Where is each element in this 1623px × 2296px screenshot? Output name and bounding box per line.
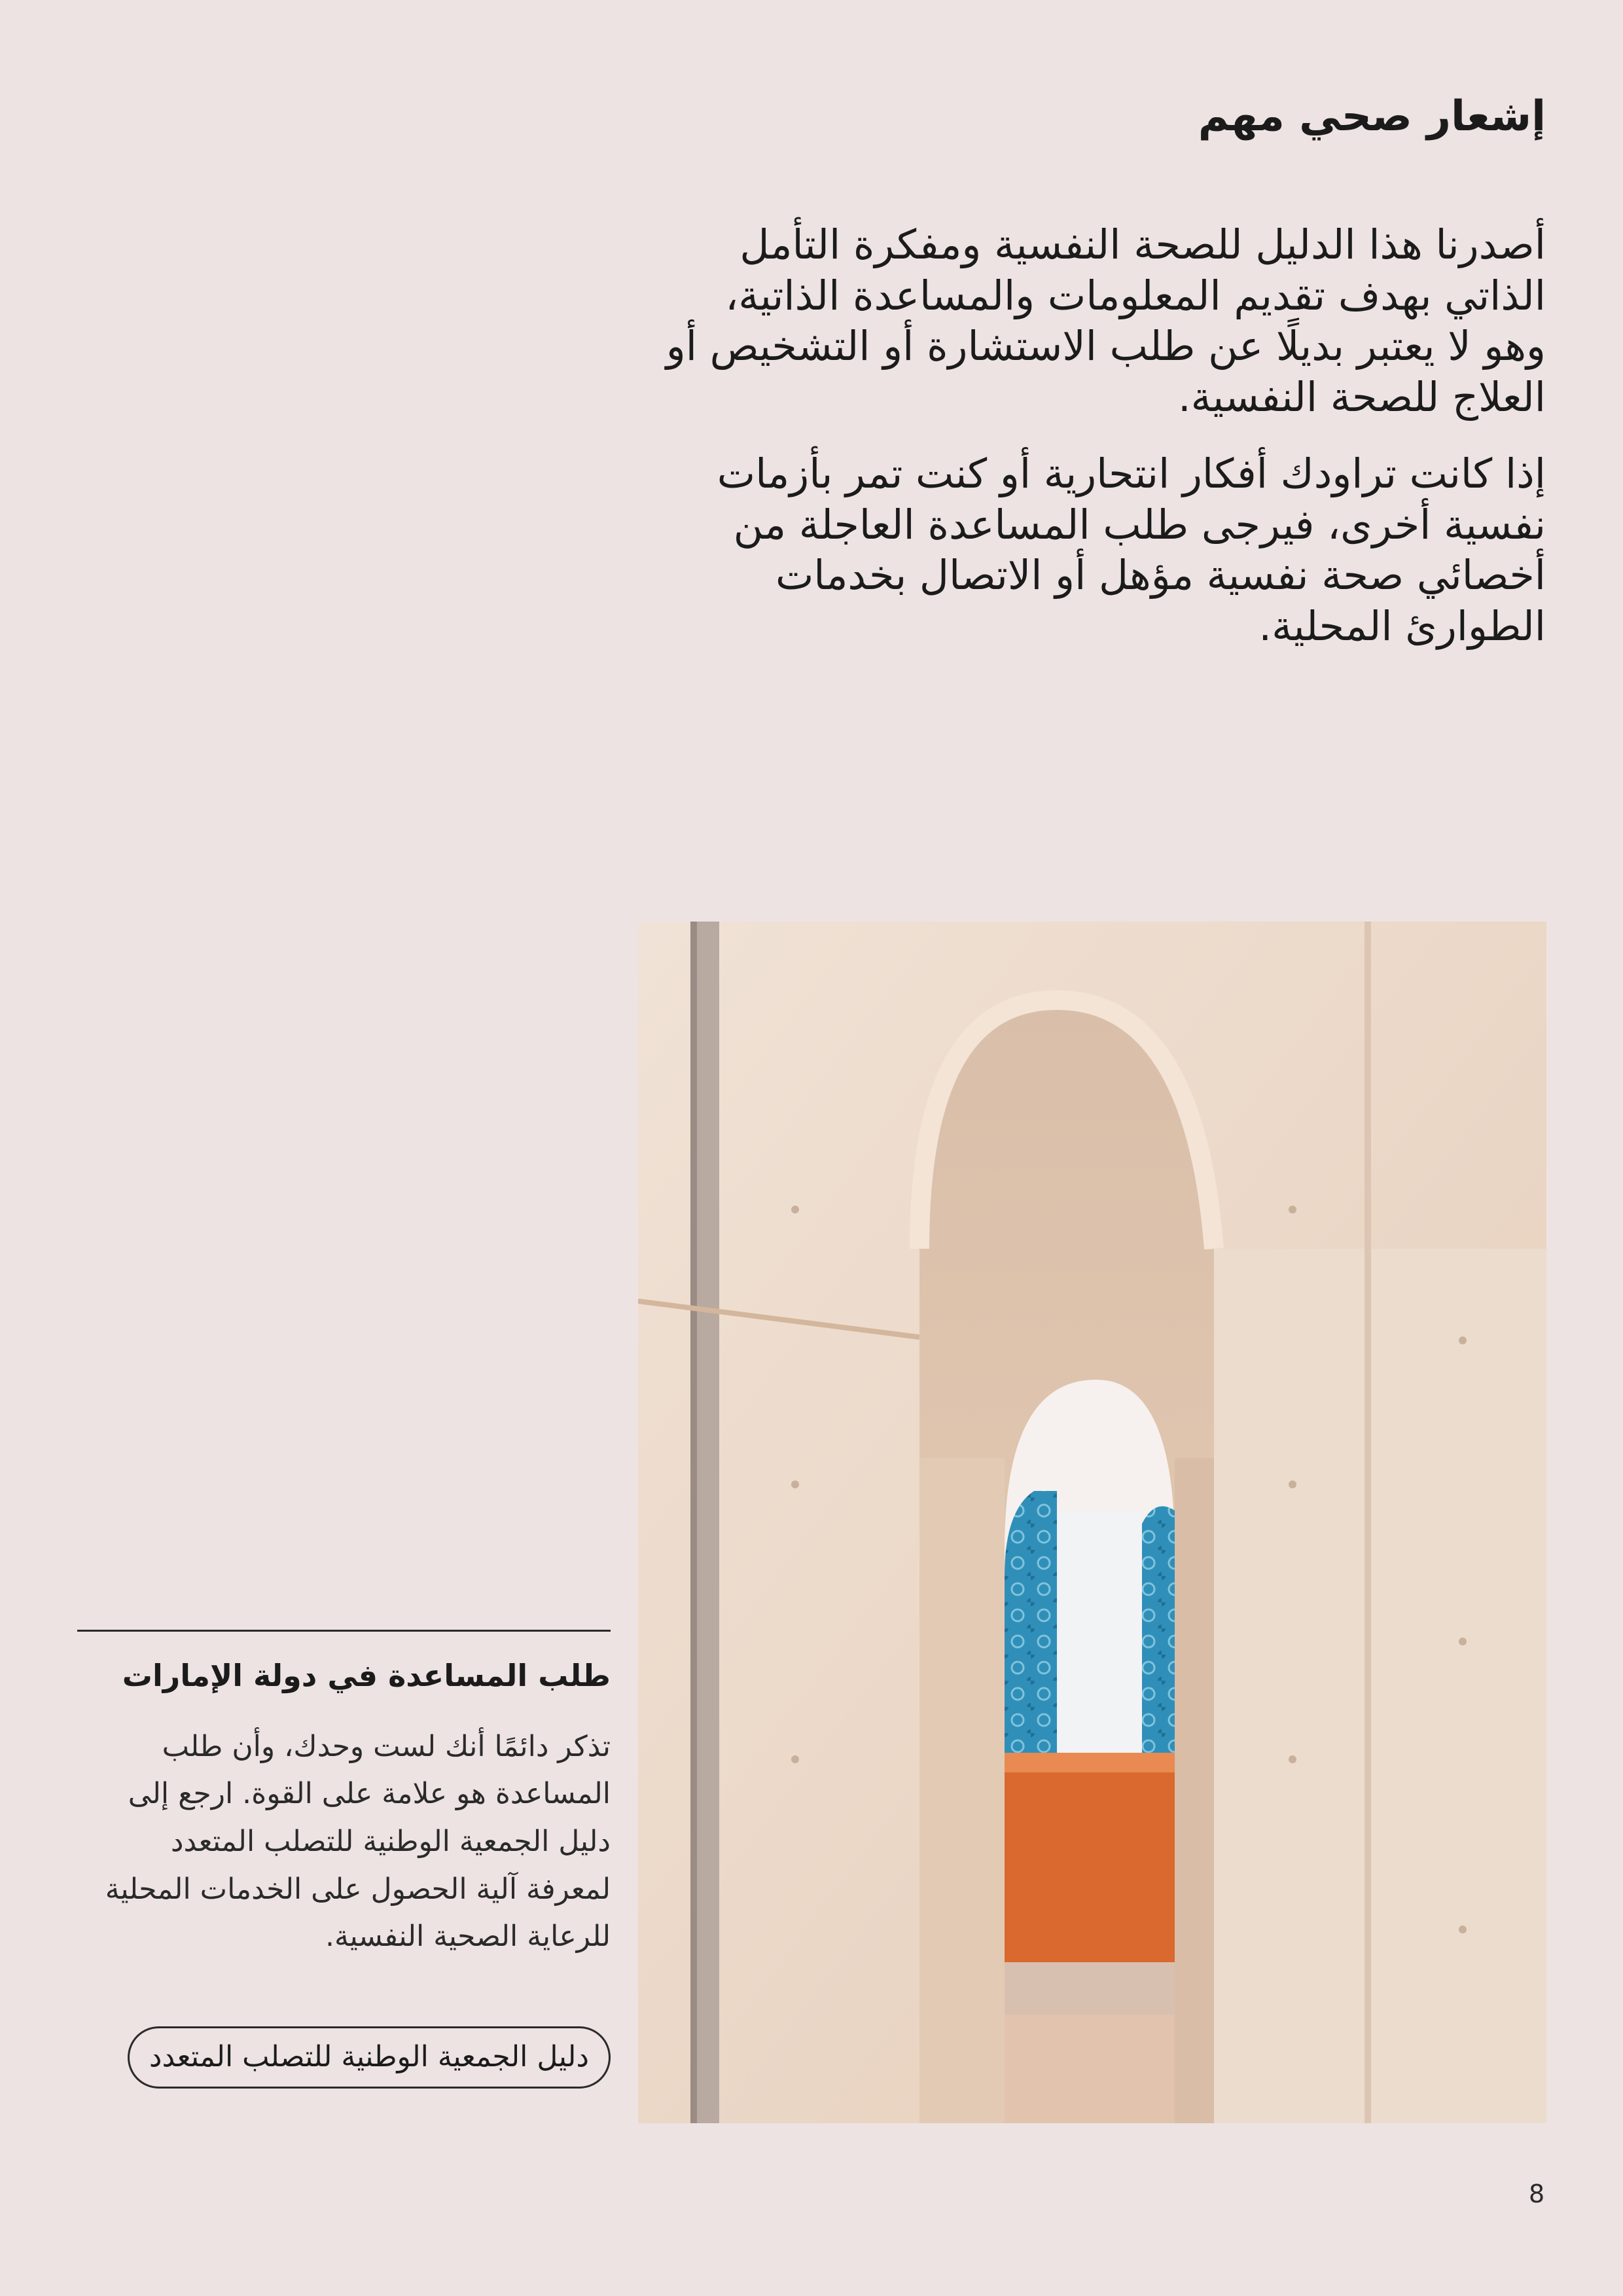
notice-body: [656, 219, 1546, 677]
arch-illustration: [638, 922, 1546, 2123]
divider: [77, 1630, 611, 1632]
sidebar-body: تذكر دائمًا أنك لست وحدك، وأن طلب المساعدة هو علامة على القوة. ارجع إلى دليل الجمعية الوطنية للتصلب المتعدد لمعرفة آلية الحصول على الخدمات المحلية للرعاية الصحية النفسية.: [105, 1729, 611, 1954]
page-number: 8: [1529, 2179, 1545, 2208]
arch-photo: [638, 922, 1546, 2123]
help-sidebar: [77, 1630, 611, 2089]
sidebar-heading: طلب المساعدة في دولة الإمارات: [122, 1658, 611, 1693]
notice-title: إشعار صحي مهم: [1198, 92, 1546, 141]
notice-paragraph: إذا كانت تراودك أفكار انتحارية أو كنت تمر بأزمات نفسية أخرى، فيرجى طلب المساعدة العاجلة من أخصائي صحة نفسية مؤهل أو الاتصال بخدمات الطوارئ المحلية.: [717, 450, 1546, 650]
orange-block: [1005, 1753, 1175, 1962]
notice-paragraph: أصدرنا هذا الدليل للصحة النفسية ومفكرة التأمل الذاتي بهدف تقديم المعلومات والمساعدة الذاتية، وهو لا يعتبر بديلًا عن طلب الاستشارة أو التشخيص أو العلاج للصحة النفسية.: [666, 221, 1546, 421]
ms-society-guide-link[interactable]: دليل الجمعية الوطنية للتصلب المتعدد: [128, 2026, 611, 2089]
